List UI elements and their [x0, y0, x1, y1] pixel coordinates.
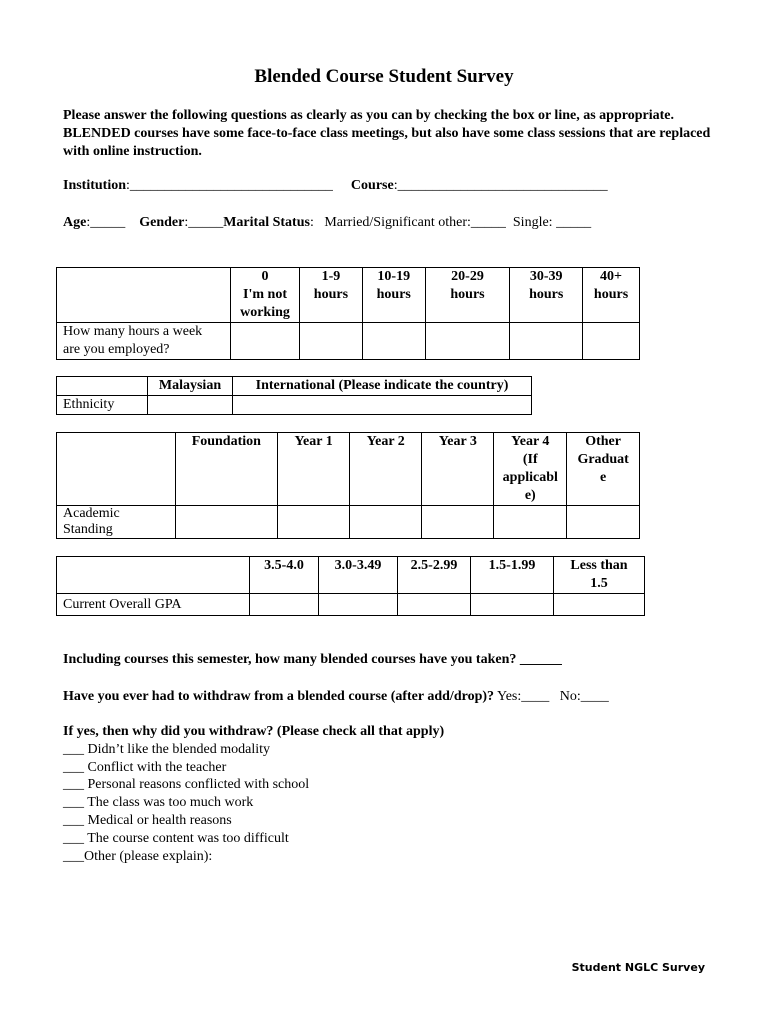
reason-option[interactable]: ___ Medical or health reasons	[63, 813, 232, 828]
checkbox-cell[interactable]	[175, 506, 277, 539]
gpa-table	[56, 556, 645, 616]
checkbox-cell[interactable]	[494, 506, 567, 539]
institution-label: Institution	[63, 178, 127, 193]
employment-table	[56, 267, 640, 360]
gpa-corner-cell	[57, 557, 250, 594]
checkbox-cell[interactable]	[250, 594, 319, 616]
employment-corner-cell	[57, 268, 231, 323]
header-year-4: Year 4 (If applicabl e)	[494, 433, 567, 506]
checkbox-cell[interactable]	[471, 594, 554, 616]
reason-option[interactable]: ___ Conflict with the teacher	[63, 760, 227, 775]
reason-option[interactable]: ___ Didn’t like the blended modality	[63, 742, 270, 757]
header-gpa-3-5-4-0: 3.5-4.0	[250, 557, 319, 594]
header-year-1: Year 1	[278, 433, 350, 506]
checkbox-cell[interactable]	[425, 323, 510, 360]
header-other-graduate: Other Graduat e	[567, 433, 640, 506]
ethnicity-row-label: Ethnicity	[57, 396, 148, 415]
ethnicity-table	[56, 376, 532, 415]
header-foundation: Foundation	[175, 433, 277, 506]
withdraw-question: Have you ever had to withdraw from a blended course (after add/drop)?	[63, 689, 495, 704]
age-blank[interactable]: :_____	[86, 215, 126, 230]
reason-option[interactable]: ___ The class was too much work	[63, 795, 254, 810]
checkbox-cell[interactable]	[148, 396, 233, 415]
institution-blank[interactable]: :_____________________________	[126, 178, 333, 193]
checkbox-cell[interactable]	[398, 594, 471, 616]
age-label: Age	[63, 215, 87, 230]
checkbox-cell[interactable]	[422, 506, 494, 539]
checkbox-cell[interactable]	[510, 323, 583, 360]
checkbox-cell[interactable]	[319, 594, 398, 616]
header-20-29-hours: 20-29 hours	[425, 268, 510, 323]
course-label: Course	[350, 178, 394, 193]
demographics-line	[63, 215, 591, 231]
checkbox-cell[interactable]	[231, 323, 300, 360]
gender-label: Gender	[139, 215, 185, 230]
checkbox-cell[interactable]	[350, 506, 422, 539]
header-10-19-hours: 10-19 hours	[362, 268, 425, 323]
marital-status-label: Marital Status	[223, 215, 310, 230]
marital-status-options[interactable]: : Married/Significant other:_____ Single: _____	[309, 215, 592, 230]
blended-courses-question[interactable]: Including courses this semester, how many blended courses have you taken? ______	[63, 652, 562, 667]
header-gpa-less-than-1-5: Less than 1.5	[554, 557, 645, 594]
footer-label: Student NGLC Survey	[571, 961, 705, 974]
withdraw-reason-question: If yes, then why did you withdraw? (Please check all that apply)	[63, 724, 445, 739]
academic-standing-table	[56, 432, 640, 539]
institution-course-line	[63, 178, 608, 194]
standing-row-label: Academic Standing	[57, 506, 176, 539]
reason-option[interactable]: ___ Personal reasons conflicted with school	[63, 777, 310, 792]
country-cell[interactable]	[233, 396, 532, 415]
header-gpa-1-5-1-99: 1.5-1.99	[471, 557, 554, 594]
checkbox-cell[interactable]	[554, 594, 645, 616]
reason-option[interactable]: ___ The course content was too difficult	[63, 831, 289, 846]
ethnicity-corner-cell	[57, 377, 148, 396]
page-title: Blended Course Student Survey	[254, 66, 514, 87]
course-blank[interactable]: :______________________________	[393, 178, 608, 193]
header-year-2: Year 2	[350, 433, 422, 506]
checkbox-cell[interactable]	[567, 506, 640, 539]
instructions-paragraph: Please answer the following questions as clearly as you can by checking the box or line, as appropriate. BLENDED courses have some face-to-face class meetings, but also have some class sessions that are replaced with online instruction.	[63, 108, 711, 159]
header-gpa-2-5-2-99: 2.5-2.99	[398, 557, 471, 594]
header-year-3: Year 3	[422, 433, 494, 506]
gender-blank[interactable]: :_____	[184, 215, 224, 230]
withdraw-question-line	[63, 689, 609, 705]
header-malaysian: Malaysian	[148, 377, 233, 396]
gpa-row-label: Current Overall GPA	[57, 594, 250, 616]
header-1-9-hours: 1-9 hours	[299, 268, 362, 323]
checkbox-cell[interactable]	[299, 323, 362, 360]
header-30-39-hours: 30-39 hours	[510, 268, 583, 323]
header-40-plus-hours: 40+ hours	[583, 268, 640, 323]
header-0-hours: 0 I'm not working	[231, 268, 300, 323]
reason-option-other[interactable]: ___Other (please explain):	[63, 849, 213, 864]
checkbox-cell[interactable]	[278, 506, 350, 539]
checkbox-cell[interactable]	[583, 323, 640, 360]
header-international: International (Please indicate the country)	[233, 377, 532, 396]
header-gpa-3-0-3-49: 3.0-3.49	[319, 557, 398, 594]
standing-corner-cell	[57, 433, 176, 506]
employment-row-label: How many hours a week are you employed?	[57, 323, 231, 360]
withdraw-answers[interactable]: Yes:____ No:____	[497, 689, 609, 704]
checkbox-cell[interactable]	[362, 323, 425, 360]
